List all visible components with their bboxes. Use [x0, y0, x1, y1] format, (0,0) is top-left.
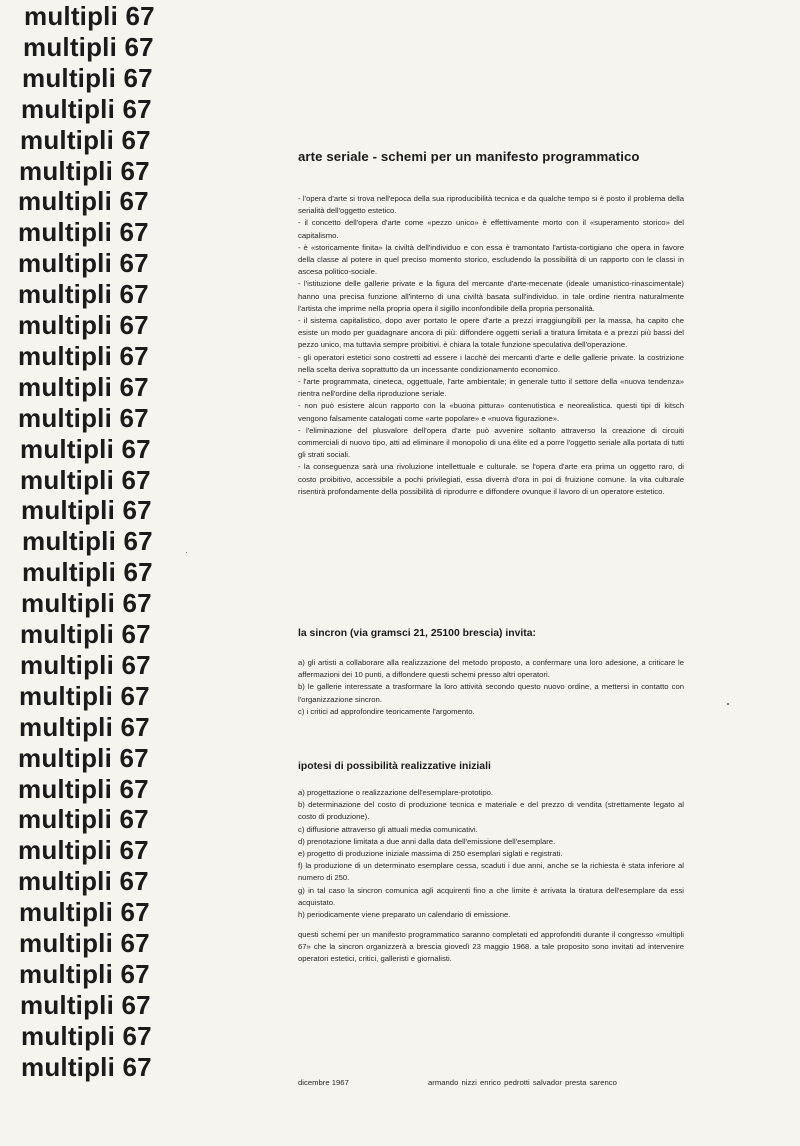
repeated-title-line: multipli 67 [18, 371, 149, 402]
repeated-title-line: multipli 67 [18, 340, 149, 371]
ipotesi-item: g) in tal caso la sincron comunica agli acquirenti fino a che limite è arrivata la tiratura dell'esemplare da essi acquistato. [298, 885, 684, 907]
repeated-title-line: multipli 67 [18, 217, 149, 248]
manifesto-point: - l'istituzione delle gallerie private e la figura del mercante d'arte-mecenate (ideale umanistico-rinascimentale) hanno una precisa funzione all'interno di una civiltà basata sull'individuo. in tale ordine rientra naturalmente l'artista che imprime nella propria opera il sigillo inconfondibile della propria personalità. [298, 279, 684, 313]
invita-title: la sincron (via gramsci 21, 25100 brescia) invita: [298, 628, 536, 639]
manifesto-point: - l'opera d'arte si trova nell'epoca della sua riproducibilità tecnica e da qualche tempo si è posto il problema della serialità dell'oggetto estetico. [298, 194, 684, 216]
ipotesi-item: d) prenotazione limitata a due anni dalla data dell'emissione dell'esemplare. [298, 836, 556, 846]
repeated-title-line: multipli 67 [22, 526, 153, 557]
ipotesi-item: b) determinazione del costo di produzione tecnica e materiale e del prezzo di vendita (strettamente legato al costo di produzione). [298, 800, 684, 822]
repeated-title-line: multipli 67 [20, 989, 151, 1020]
repeated-title-line: multipli 67 [19, 155, 150, 186]
repeated-title-line: multipli 67 [21, 588, 152, 619]
repeated-title-line: multipli 67 [20, 649, 151, 680]
manifesto-body [298, 193, 684, 498]
repeated-title-line: multipli 67 [19, 680, 150, 711]
repeated-title-line: multipli 67 [22, 62, 153, 93]
footer-date: dicembre 1967 [298, 1078, 349, 1087]
repeated-title-line: multipli 67 [18, 310, 149, 340]
repeated-title-line: multipli 67 [21, 93, 152, 124]
closing-text: questi schemi per un manifesto programmatico saranno completati ed approfonditi durante il congresso «multipli 67» che la sincron organizzerà a brescia giovedì 23 maggio 1968. a tale proposito sono invitati ad intervenire operatori estetici, critici, galleristi e giornalisti. [298, 930, 684, 964]
repeated-title-line: multipli 67 [19, 711, 150, 742]
invita-item: a) gli artisti a collaborare alla realizzazione del metodo proposto, a confermare una loro adesione, a criticare le affermazioni dei 10 punti, a diffondere questi schemi presso altri operatori. [298, 658, 684, 680]
repeated-title-line: multipli 67 [18, 866, 149, 897]
repeated-title-line: multipli 67 [21, 1051, 152, 1082]
repeated-title-line: multipli 67 [18, 742, 149, 773]
ipotesi-list [298, 787, 684, 921]
manifesto-point: - non può esistere alcun rapporto con la «buona pittura» contenutistica e neorealistica. questi tipi di kitsch vengono falsamente catalogati come «arte popolare» e «nuova figurazione». [298, 401, 684, 423]
manifesto-point: - l'arte programmata, cineteca, oggettuale, l'arte ambientale; in generale tutto il settore della «nuova tendenza» rientra nell'ordine della riproduzione seriale. [298, 377, 684, 399]
repeated-title-line: multipli 67 [21, 495, 152, 526]
repeated-title-line: multipli 67 [18, 402, 149, 433]
invita-list [298, 657, 684, 718]
repeated-title-line: multipli 67 [20, 433, 151, 464]
invita-item: b) le gallerie interessate a trasformare la loro attività secondo questo nuovo ordine, a mettersi in contatto con l'organizzazione sincron. [298, 682, 684, 704]
manifesto-point: - l'eliminazione del plusvalore dell'opera d'arte può avvenire soltanto attraverso la creazione di circuiti commerciali di nuovo tipo, atti ad eliminare il monopolio di una élite ed a porre l'oggetto seriale alla portata di tutti gli strati sociali. [298, 425, 684, 460]
manifesto-point: - il concetto dell'opera d'arte come «pezzo unico» è effettivamente morto con il «superamento storico» del capitalismo. [298, 218, 684, 240]
ipotesi-item: f) la produzione di un determinato esemplare cessa, scaduti i due anni, anche se la richiesta è stata inferiore al numero di 250. [298, 861, 684, 883]
repeated-title-line: multipli 67 [18, 804, 149, 835]
repeated-title-line: multipli 67 [20, 619, 151, 649]
manifesto-point: - il sistema capitalistico, dopo aver portato le opere d'arte a prezzi irraggiungibili per la massa, ha capito che esiste un modo per guadagnare ancora di più: diffondere oggetti seriali a tiratura limitata e a prezzi più bassi del pezzo unico, ma tuttavia sempre proibitivi. è chiara la totale funzione speculativa dell'operazione. [298, 316, 684, 350]
repeated-title-line: multipli 67 [21, 1020, 152, 1051]
repeated-title-line: multipli 67 [24, 1, 155, 31]
repeated-title-line: multipli 67 [18, 835, 149, 866]
ipotesi-item: h) periodicamente viene preparato un calendario di emissione. [298, 910, 511, 920]
paper-speck [186, 552, 187, 553]
manifesto-point: - è «storicamente finita» la civiltà dell'individuo e con essa è tramontato l'artista-cortigiano che opera in favore della classe al potere in quel preciso momento storico, escludendo la possibilità di un rapporto con le classi in ascesa politico-sociale. [298, 242, 684, 277]
repeated-title-line: multipli 67 [18, 248, 149, 279]
repeated-title-line: multipli 67 [20, 124, 151, 155]
repeated-title-line: multipli 67 [19, 958, 150, 989]
footer-authors: armando nizzi enrico pedrotti salvador presta sarenco [428, 1078, 617, 1087]
ipotesi-title: ipotesi di possibilità realizzative iniziali [298, 761, 491, 772]
closing-paragraph [298, 929, 684, 966]
invita-item: c) i critici ad approfondire teoricamente l'argomento. [298, 706, 475, 716]
paper-speck [727, 703, 729, 705]
ipotesi-item: e) progetto di produzione iniziale massima di 250 esemplari siglati e registrati. [298, 849, 563, 859]
ipotesi-item: c) diffusione attraverso gli attuali media comunicativi. [298, 824, 478, 834]
repeated-title-line: multipli 67 [19, 897, 150, 928]
repeated-title-line: multipli 67 [18, 279, 149, 310]
manifesto-point: - la conseguenza sarà una rivoluzione intellettuale e culturale. se l'opera d'arte era prima un oggetto raro, di costo proibitivo, accessibile a pochi privilegiati, essa diverrà d'ora in poi di fruizione comune. la vita culturale risentirà profondamente della possibilità di riprodurre e diffondere ovunque il lavoro di un operatore estetico. [298, 462, 684, 496]
ipotesi-item: a) progettazione o realizzazione dell'esemplare-prototipo. [298, 788, 494, 797]
manifesto-title: arte seriale - schemi per un manifesto programmatico [298, 149, 640, 164]
manifesto-point: - gli operatori estetici sono costretti ad essere i lacchè dei mercanti d'arte e delle gallerie private. la costrizione nella scelta deriva soprattutto da un incessante condizionamento economico. [298, 352, 684, 374]
repeated-title-line: multipli 67 [18, 773, 149, 804]
repeated-title-line: multipli 67 [23, 31, 154, 62]
repeated-title-line: multipli 67 [19, 928, 150, 958]
repeated-title-line: multipli 67 [22, 557, 153, 588]
repeated-title-line: multipli 67 [20, 464, 151, 495]
repeated-title-line: multipli 67 [18, 186, 149, 217]
